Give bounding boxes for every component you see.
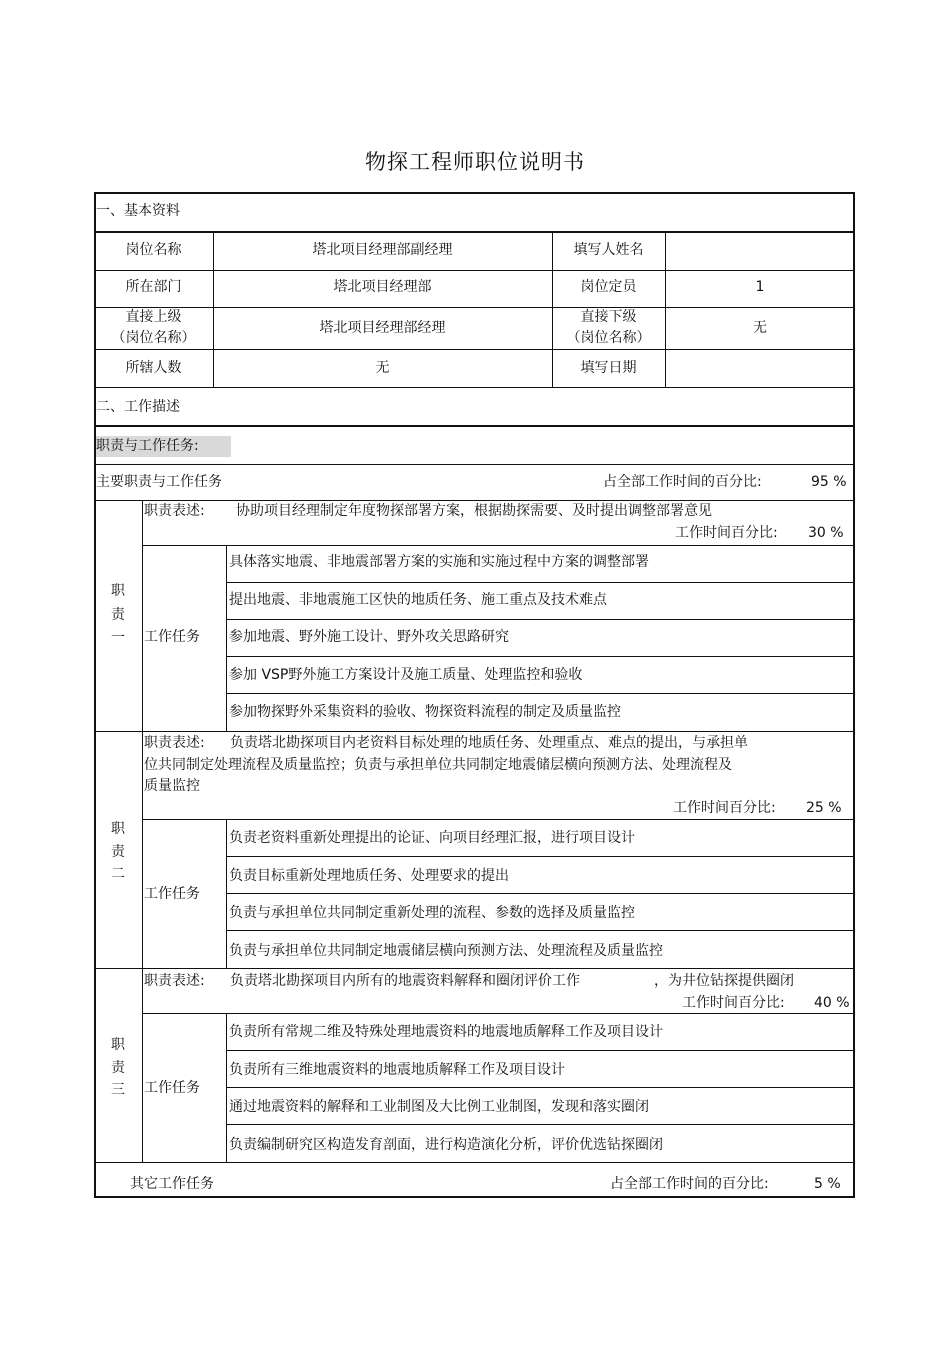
duty1-task-4: 参加 VSP野外施工方案设计及施工质量、处理监控和验收 — [229, 667, 583, 683]
duty1-task-1: 具体落实地震、非地震部署方案的实施和实施过程中方案的调整部署 — [229, 554, 649, 570]
duty3-desc-tail: ，为井位钻探提供圈闭 — [654, 973, 794, 989]
superior-label-sub: （岗位名称） — [111, 330, 196, 346]
dept-label: 所在部门 — [125, 279, 182, 295]
duty2-pct: 25 % — [806, 800, 842, 816]
duty2-task-3: 负责与承担单位共同制定重新处理的流程、参数的选择及质量监控 — [229, 905, 635, 921]
duty3-pct: 40 % — [814, 995, 850, 1011]
duty2-task-1: 负责老资料重新处理提出的论证、向项目经理汇报，进行项目设计 — [229, 830, 635, 846]
main-pct-label: 占全部工作时间的百分比: — [603, 474, 762, 490]
duty2-desc-line3: 质量监控 — [144, 778, 200, 794]
duty3-task-4: 负责编制研究区构造发育剖面，进行构造演化分析，评价优选钻探圈闭 — [229, 1137, 663, 1153]
duty1-desc: 协助项目经理制定年度物探部署方案，根据勘探需要、及时提出调整部署意见 — [236, 503, 712, 519]
superior-label: 直接上级 — [125, 309, 182, 325]
duty3-pct-label: 工作时间百分比: — [682, 995, 785, 1011]
duty3-task-2: 负责所有三维地震资料的地震地质解释工作及项目设计 — [229, 1062, 565, 1078]
duty3-desc: 负责塔北勘探项目内所有的地震资料解释和圈闭评价工作 — [230, 973, 580, 989]
duty1-tasks-label: 工作任务 — [144, 629, 200, 645]
duty3-label-3: 三 — [111, 1082, 125, 1098]
duty1-task-2: 提出地震、非地震施工区快的地质任务、施工重点及技术难点 — [229, 592, 607, 608]
duty1-label-3: 一 — [111, 630, 125, 646]
duty1-task-3: 参加地震、野外施工设计、野外攻关思路研究 — [229, 629, 509, 645]
duty2-task-2: 负责目标重新处理地质任务、处理要求的提出 — [229, 868, 509, 884]
headcount-value: 无 — [375, 360, 390, 376]
section1-heading: 一、基本资料 — [96, 203, 180, 219]
subordinate-value: 无 — [753, 320, 767, 336]
duty3-label-1: 职 — [111, 1037, 125, 1053]
duty1-label-2: 责 — [111, 607, 125, 623]
duty2-task-4: 负责与承担单位共同制定地震储层横向预测方法、处理流程及质量监控 — [229, 943, 663, 959]
duty2-desc-line1: 负责塔北勘探项目内老资料目标处理的地质任务、处理重点、难点的提出，与承担单 — [230, 735, 748, 751]
duty2-desc-line2: 位共同制定处理流程及质量监控；负责与承担单位共同制定地震储层横向预测方法、处理流程及 — [144, 757, 732, 773]
other-pct: 5 % — [814, 1176, 841, 1192]
duty3-task-1: 负责所有常规二维及特殊处理地震资料的地震地质解释工作及项目设计 — [229, 1024, 663, 1040]
main-duties-label: 主要职责与工作任务 — [96, 474, 222, 490]
dept-value: 塔北项目经理部 — [333, 279, 432, 295]
duty2-label-3: 二 — [111, 866, 125, 882]
page-title: 物探工程师职位说明书 — [365, 150, 585, 174]
duty1-pct: 30 % — [808, 525, 844, 541]
duty2-label-2: 责 — [111, 844, 125, 860]
other-tasks-label: 其它工作任务 — [130, 1176, 214, 1192]
duty3-tasks-label: 工作任务 — [144, 1080, 200, 1096]
duty1-pct-label: 工作时间百分比: — [675, 525, 778, 541]
post-name-label: 岗位名称 — [125, 242, 182, 258]
duty1-label-1: 职 — [111, 583, 125, 599]
headcount-label: 所辖人数 — [125, 360, 182, 376]
duty3-desc-label: 职责表述: — [144, 973, 205, 989]
duty3-task-3: 通过地震资料的解释和工业制图及大比例工业制图，发现和落实圈闭 — [229, 1099, 649, 1115]
duty2-label-1: 职 — [111, 821, 125, 837]
subordinate-label-sub: （岗位名称） — [566, 330, 651, 346]
duty1-desc-label: 职责表述: — [144, 503, 205, 519]
duty2-pct-label: 工作时间百分比: — [673, 800, 776, 816]
post-name-value: 塔北项目经理部副经理 — [312, 242, 453, 258]
main-pct-value: 95 % — [811, 474, 847, 490]
quota-value: 1 — [755, 279, 765, 295]
subordinate-label: 直接下级 — [580, 309, 637, 325]
duty2-desc-label: 职责表述: — [144, 735, 205, 751]
duty3-label-2: 责 — [111, 1060, 125, 1076]
duties-heading: 职责与工作任务: — [96, 438, 199, 454]
filler-label: 填写人姓名 — [573, 242, 644, 258]
date-label: 填写日期 — [580, 360, 637, 376]
duty1-task-5: 参加物探野外采集资料的验收、物探资料流程的制定及质量监控 — [229, 704, 621, 720]
superior-value: 塔北项目经理部经理 — [319, 320, 446, 336]
other-pct-label: 占全部工作时间的百分比: — [610, 1176, 769, 1192]
section2-heading: 二、工作描述 — [96, 399, 180, 415]
quota-label: 岗位定员 — [580, 279, 637, 295]
duty2-tasks-label: 工作任务 — [144, 886, 200, 902]
